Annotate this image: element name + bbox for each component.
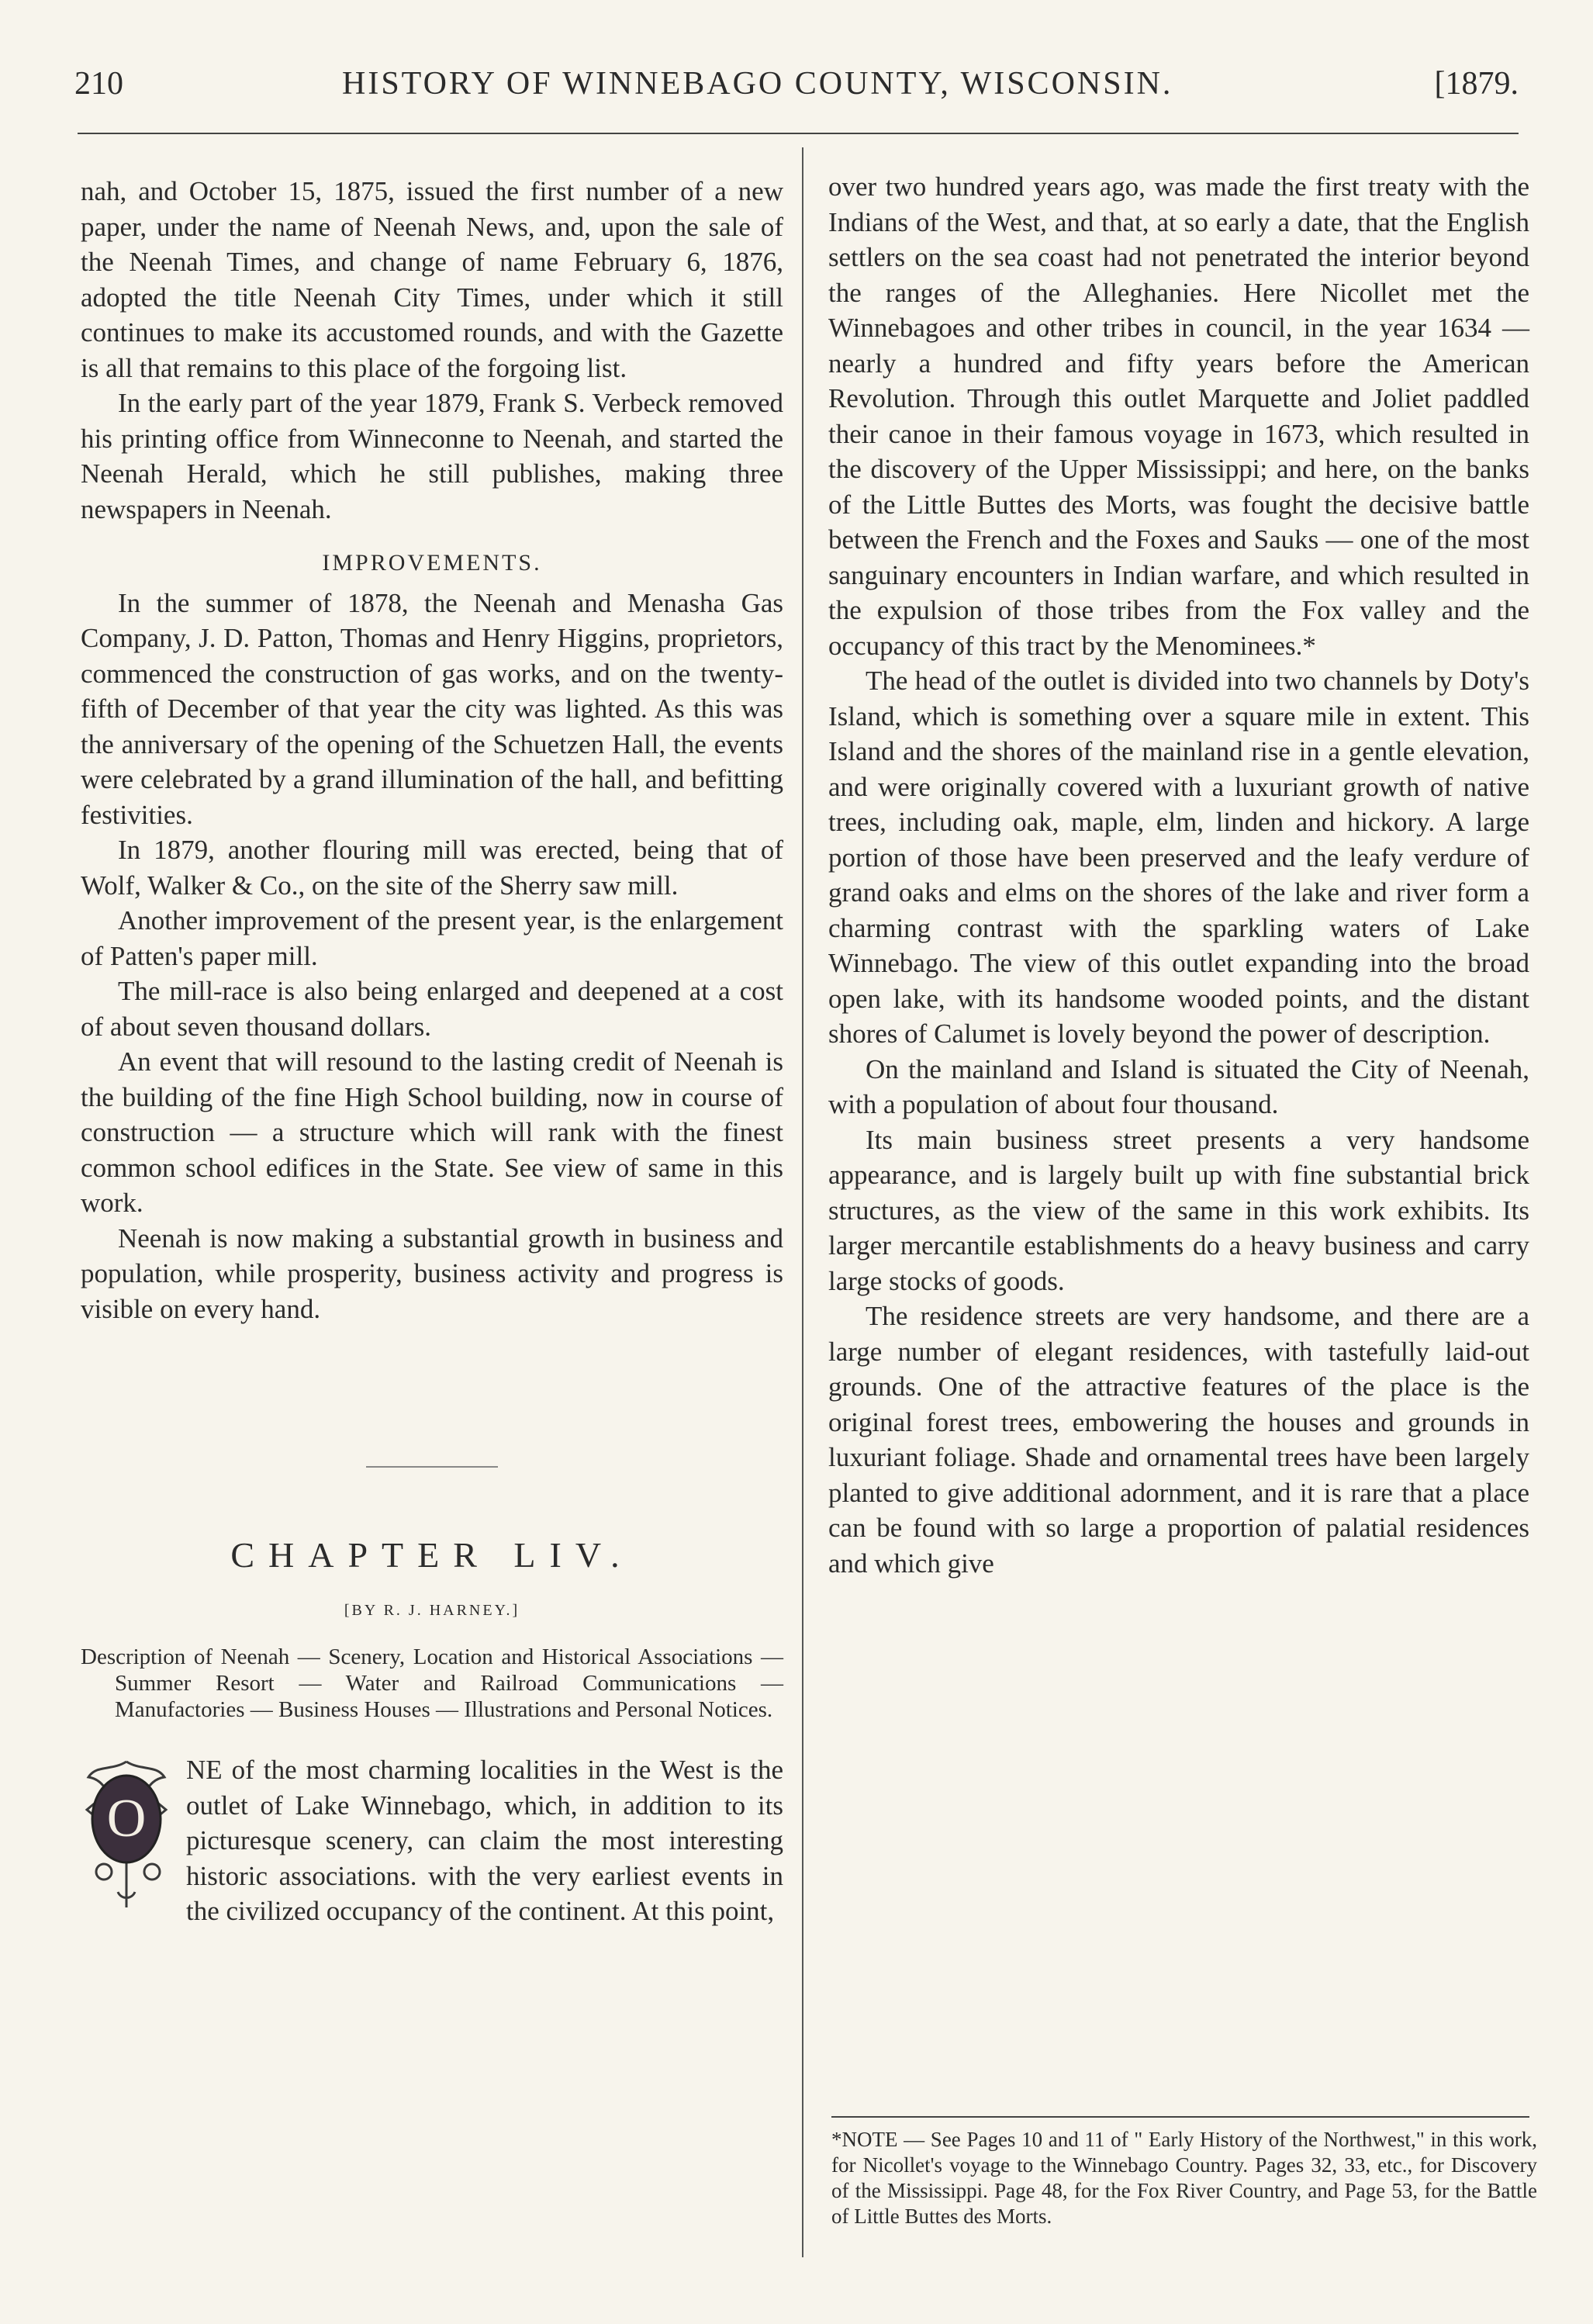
paragraph: nah, and October 15, 1875, issued the first number of a new paper, under the name of Neenah News, and, upon the sale of the Neenah Times, and change of name February 6, 1876, adopted the title Neenah City Times, under which it still continues to make its accustomed rounds, and with the Gazette is all that remains to this place of the forgoing list. bbox=[81, 176, 783, 383]
page-number: 210 bbox=[74, 66, 123, 102]
section-separator bbox=[366, 1466, 498, 1468]
footnote-rule bbox=[831, 2116, 1529, 2118]
running-title: HISTORY OF WINNEBAGO COUNTY, WISCONSIN. bbox=[342, 66, 1173, 102]
paragraph: In the early part of the year 1879, Frank S. Verbeck removed his printing office from Winneconne to Neenah, and started the Neenah Herald, which he still publishes, making three newspapers in Neenah. bbox=[81, 388, 783, 524]
paragraph: Another improvement of the present year, is the enlargement of Patten's paper mill. bbox=[81, 905, 783, 971]
header-rule bbox=[78, 133, 1519, 134]
paragraph: The head of the outlet is divided into two channels by Doty's Island, which is something over a square mile in extent. This Island and the shores of the mainland rise in a gentle elevation, and were originally covered with a luxuriant growth of native trees, including oak, maple, elm, linden and hickory. A large portion of those have been preserved and the leafy verdure of grand oaks and elms on the shores of the lake and river form a charming contrast with the sparkling waters of Lake Winnebago. The view of this outlet expanding into the broad open lake, with its handsome wooded points, and the distant shores of Calumet is lovely beyond the power of description. bbox=[828, 666, 1529, 1049]
paragraph: Its main business street presents a very handsome appearance, and is largely built up with fine substantial brick structures, as the view of the same in this work exhibits. Its larger mercantile establishments do a heavy business and carry large stocks of goods. bbox=[828, 1124, 1529, 1296]
running-header bbox=[74, 65, 1519, 112]
chapter-title: CHAPTER LIV. bbox=[230, 1535, 634, 1575]
paragraph: In the summer of 1878, the Neenah and Menasha Gas Company, J. D. Patton, Thomas and Henry Higgins, proprietors, commenced the construction of gas works, and on the twenty-fifth of December of that year the city was lighted. As this was the anniversary of the opening of the Schuetzen Hall, the events were celebrated by a grand illumination of the hall, and befitting festivities. bbox=[81, 587, 783, 830]
column-divider bbox=[802, 147, 803, 2257]
opening-paragraph-block bbox=[81, 1752, 783, 1929]
chapter-synopsis: Description of Neenah — Scenery, Location and Historical Associations — Summer Resort — Water and Railroad Communications — Manufactories — Business Houses — Illustrations and Personal Notices. bbox=[81, 1644, 783, 1722]
paragraph: The residence streets are very handsome, and there are a large number of elegant residences, with tastefully laid-out grounds. One of the attractive features of the place is the original forest trees, embowering the houses and grounds in luxuriant foliage. Shade and ornamental trees have been largely planted to give additional adornment, and it is rare that a place can be found with so large a proportion of palatial residences and which give bbox=[828, 1301, 1529, 1579]
opening-paragraph: NE of the most charming localities in the West is the outlet of Lake Winnebago, which, in addition to its picturesque scenery, can claim the most interesting historic associations. with the very earliest events in the civilized occupancy of the continent. At this point, bbox=[186, 1755, 783, 1926]
ornate-dropcap-icon bbox=[81, 1755, 172, 1911]
svg-text:O: O bbox=[106, 1789, 147, 1848]
paragraph: The mill-race is also being enlarged and deepened at a cost of about seven thousand dollars. bbox=[81, 976, 783, 1042]
footnote: *NOTE — See Pages 10 and 11 of " Early History of the Northwest," in this work, for Nicollet's voyage to the Winnebago Country. Pages 32, 33, etc., for Discovery of the Mississippi. Page 48, for the Fox River Country, and Page 53, for the Battle of Little Buttes des Morts. bbox=[831, 2128, 1537, 2228]
paragraph: over two hundred years ago, was made the first treaty with the Indians of the West, and that, at so early a date, that the English settlers on the sea coast had not penetrated the interior beyond the ranges of the Alleghanies. Here Nicollet met the Winnebagoes and other tribes in council, in the year 1634 — nearly a hundred and fifty years before the American Revolution. Through this outlet Marquette and Joliet paddled their canoe in their famous voyage in 1673, which resulted in the discovery of the Upper Mississippi; and here, on the banks of the Little Buttes des Morts, was fought the decisive battle between the French and the Foxes and Sauks — one of the most sanguinary encounters in Indian warfare, and which resulted in the expulsion of those tribes from the Fox valley and the occupancy of this tract by the Menominees.* bbox=[828, 171, 1529, 661]
paragraph: Neenah is now making a substantial growth in business and population, while prosperity, business activity and progress is visible on every hand. bbox=[81, 1223, 783, 1324]
paragraph: An event that will resound to the lasting credit of Neenah is the building of the fine High School building, now in course of construction — a structure which will rank with the finest common school edifices in the State. See view of same in this work. bbox=[81, 1046, 783, 1218]
section-heading: IMPROVEMENTS. bbox=[322, 550, 542, 576]
left-column bbox=[81, 174, 783, 1929]
running-year: [1879. bbox=[1434, 66, 1519, 102]
paragraph: In 1879, another flouring mill was erected, being that of Wolf, Walker & Co., on the site of the Sherry saw mill. bbox=[81, 835, 783, 901]
paragraph: On the mainland and Island is situated the City of Neenah, with a population of about four thousand. bbox=[828, 1053, 1529, 1119]
chapter-byline: [BY R. J. HARNEY.] bbox=[344, 1601, 520, 1619]
right-column bbox=[828, 169, 1529, 1581]
